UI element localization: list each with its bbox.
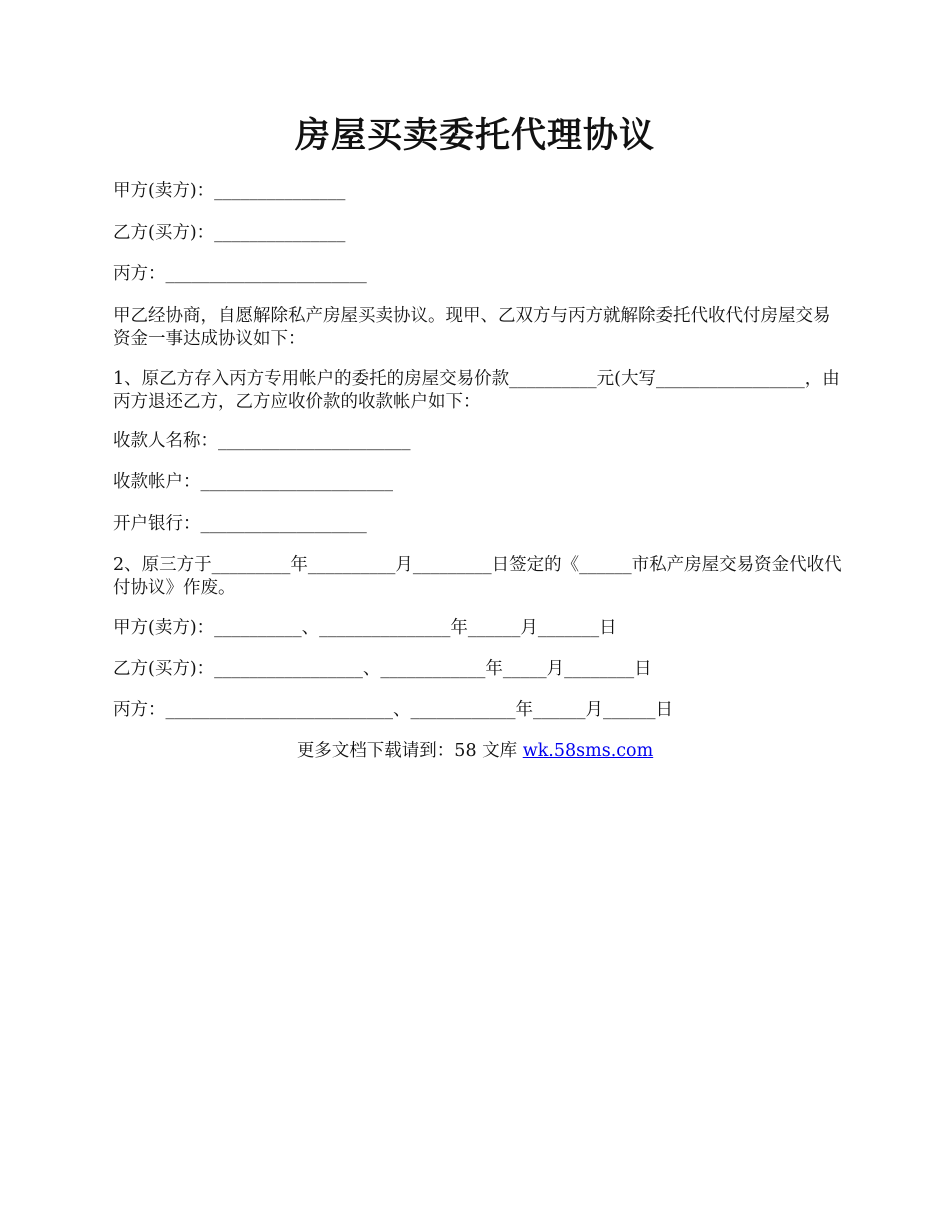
bank-line: 开户银行：___________________ <box>113 514 367 534</box>
party-a-line: 甲方(卖方)：_______________ <box>113 181 346 201</box>
payee-account-line: 收款帐户：______________________ <box>113 472 393 492</box>
intro-paragraph: 甲乙经协商，自愿解除私产房屋买卖协议。现甲、乙双方与丙方就解除委托代收代付房屋交易资金一事达成协议如下： <box>113 306 831 349</box>
signature-party-b-line: 乙方(买方)：_________________、____________年_____月________日 <box>113 659 652 679</box>
footer-link[interactable]: wk.58sms.com <box>522 741 654 761</box>
footer-text: 更多文档下载请到：58 文库 <box>296 741 523 761</box>
payee-name-line: 收款人名称：______________________ <box>113 431 411 451</box>
document-title: 房屋买卖委托代理协议 <box>294 115 655 156</box>
party-c-line: 丙方：_______________________ <box>113 264 367 284</box>
footer-note <box>0 740 950 763</box>
clause-1-paragraph: 1、原乙方存入丙方专用帐户的委托的房屋交易价款__________元(大写_________________，由丙方退还乙方，乙方应收价款的收款帐户如下： <box>113 369 840 412</box>
signature-party-c-line: 丙方：__________________________、____________年______月______日 <box>113 700 673 720</box>
party-b-line: 乙方(买方)：_______________ <box>113 223 346 243</box>
clause-2-paragraph: 2、原三方于_________年__________月_________日签定的《______市私产房屋交易资金代收代付协议》作废。 <box>113 555 842 598</box>
signature-party-a-line: 甲方(卖方)：__________、_______________年______月_______日 <box>113 618 617 638</box>
